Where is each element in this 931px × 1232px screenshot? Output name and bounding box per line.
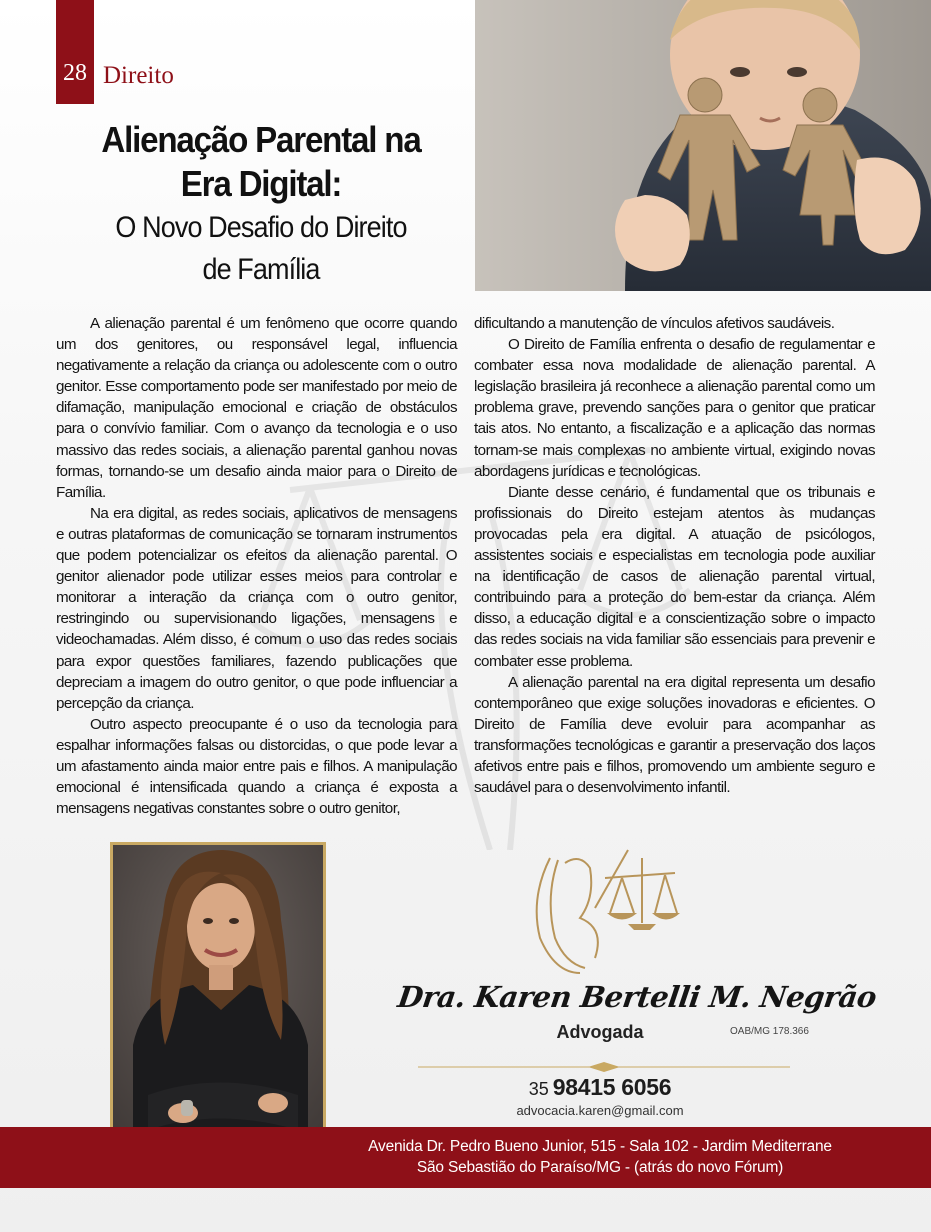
phone-number: 98415 6056 [552,1074,672,1100]
paragraph: Diante desse cenário, é fundamental que os tribunais e profissionais do Direito estejam atentos às mudanças provocadas pela era digital. A atuação de psicólogos, assistentes sociais e especialistas em tecnologia pode auxiliar na identificação de casos de alienação parental virtual, contribuindo para a proteção do bem-estar da criança. Além disso, a educação digital e a conscientização sobre o impacto das redes sociais na vida familiar são essenciais para prevenir e combater esse problema. [474,483,875,670]
author-oab-registration: OAB/MG 178.366 [730,1026,809,1037]
article-title-block [56,118,466,290]
footer-address-bar [0,1127,931,1188]
page-number: 28 [63,60,87,86]
paragraph: O Direito de Família enfrenta o desafio de regulamentar e combater essa nova modalidade de alienação parental. A legislação brasileira já reconhece a alienação parental como um problema grave, prevendo sanções para o genitor que praticar tais atos. No entanto, a fiscalização e a aplicação das normas tornam-se mais complexas no ambiente virtual, exigindo novas abordagens jurídicas e tecnológicas. [474,336,875,480]
address-line-1: Avenida Dr. Pedro Bueno Junior, 515 - Sala 102 - Jardim Mediterrane [368,1138,832,1155]
article-title-line2: Era Digital: [180,163,342,204]
section-label: Direito [103,62,174,89]
author-portrait [110,842,326,1162]
author-email-link[interactable]: advocacia.karen@gmail.com [516,1103,684,1118]
article-subtitle-line2: de Família [202,253,320,286]
ornamental-divider [418,1061,790,1073]
phone-area-code: 35 [528,1079,549,1099]
paragraph: A alienação parental na era digital representa um desafio contemporâneo que exige soluções inovadoras e eficientes. O Direito de Família deve evoluir para acompanhar as transformações tecnológicas e garantir a preservação dos laços afetivos entre pais e filhos, promovendo um ambiente seguro e saudável para o desenvolvimento infantil. [474,673,875,797]
paragraph: Na era digital, as redes sociais, aplicativos de mensagens e outras plataformas de comunicação se tornaram instrumentos que podem potencializar os efeitos da alienação parental. O genitor alienador pode utilizar esses meios para controlar e monitorar a interação da criança com o outro genitor, restringindo ou supervisionando ligações, mensagens e videochamadas. Além disso, é comum o uso das redes sociais para expor questões familiares, fazendo publicações que depreciam a imagem do outro genitor, o que pode influenciar a percepção da criança. [56,504,457,712]
author-phone[interactable] [480,1074,720,1101]
article-body-left-column [56,313,457,819]
article-body-right-column [474,313,875,798]
paragraph-continuation: dificultando a manutenção de vínculos afetivos saudáveis. [474,315,835,332]
lady-justice-scales-icon [510,838,690,978]
paragraph: Outro aspecto preocupante é o uso da tecnologia para espalhar informações falsas ou distorcidas, o que pode levar a um afastamento ainda maior entre pais e filhos. A manipulação emocional é intensificada quando a criança é exposta a mensagens negativas constantes sobre o outro genitor, [56,715,457,818]
article-title-line1: Alienação Parental na [101,119,421,160]
author-signature-name: Dra. Karen Bertelli M. Negrão [395,980,879,1014]
address-line-2: São Sebastião do Paraíso/MG - (atrás do novo Fórum) [416,1159,784,1176]
author-role: Advogada [556,1022,644,1042]
article-subtitle-line1: O Novo Desafio do Direito [115,211,407,244]
hero-photo [475,0,931,291]
page-number-tab [56,0,94,104]
paragraph: A alienação parental é um fenômeno que ocorre quando um dos genitores, ou responsável legal, influencia negativamente a relação da criança ou adolescente com o outro genitor. Esse comportamento pode ser manifestado por meio de difamação, manipulação emocional e criação de obstáculos para o convívio familiar. Com o avanço da tecnologia e o uso massivo das redes sociais, a alienação parental ganhou novas formas, tornando-se um desafio ainda maior para o Direito de Família. [56,315,457,501]
